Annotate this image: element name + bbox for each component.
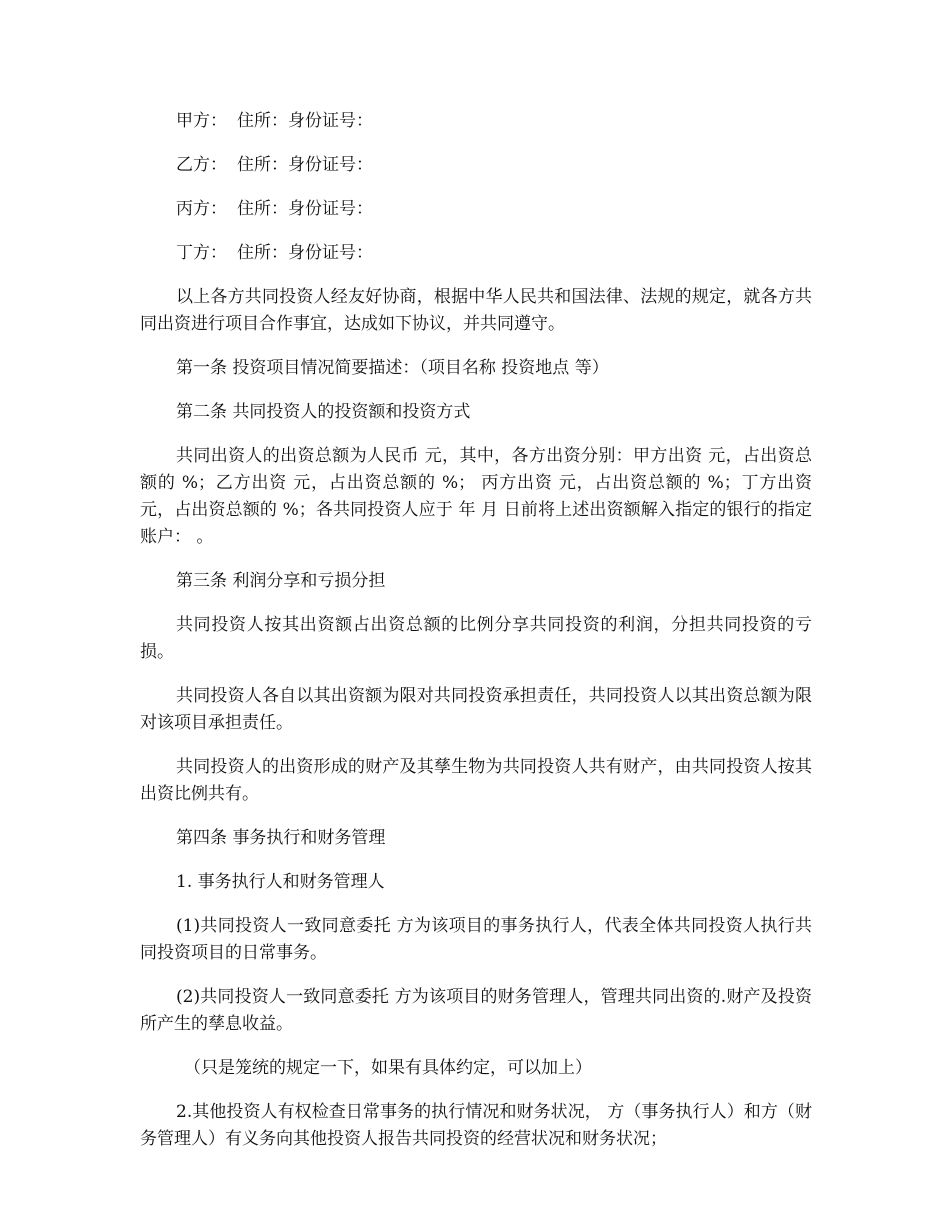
party-d-fields: 住所：身份证号： — [237, 243, 373, 263]
article-4-note: （只是笼统的规定一下，如果有具体约定，可以加上） — [184, 1058, 592, 1078]
article-4-section-1-item-1: (1)共同投资人一致同意委托 方为该项目的事务执行人，代表全体共同投资人执行共同投资项目的日常事务。 — [140, 916, 812, 963]
article-3-paragraph-2: 共同投资人各自以其出资额为限对共同投资承担责任，共同投资人以其出资总额为限对该项目承担责任。 — [140, 686, 812, 733]
article-1-heading: 第一条 投资项目情况简要描述：（项目名称 投资地点 等） — [176, 358, 609, 378]
article-4-section-1-item-2: (2)共同投资人一致同意委托 方为该项目的财务管理人，管理共同出资的.财产及投资所产生的孳息收益。 — [140, 987, 812, 1034]
party-row-b — [140, 152, 812, 179]
document-page — [140, 108, 812, 1170]
party-b-label: 乙方： — [176, 155, 227, 175]
party-c-fields: 住所：身份证号： — [237, 199, 373, 219]
article-3-paragraph-1: 共同投资人按其出资额占出资总额的比例分享共同投资的利润，分担共同投资的亏损。 — [140, 615, 812, 662]
party-row-a — [140, 108, 812, 135]
article-3-paragraph-3: 共同投资人的出资形成的财产及其孳生物为共同投资人共有财产，由共同投资人按其出资比例共有。 — [140, 757, 812, 804]
article-4-section-1-heading: 1. 事务执行人和财务管理人 — [176, 872, 385, 892]
party-a-label: 甲方： — [176, 111, 227, 131]
article-3-heading: 第三条 利润分享和亏损分担 — [176, 571, 386, 591]
article-2-body: 共同出资人的出资总额为人民币 元，其中，各方出资分别：甲方出资 元，占出资总额的 %；乙方出资 元，占出资总额的 %； 丙方出资 元，占出资总额的 %；丁方出资 元，占出资总额的 %；各共同投资人应于 年 月 日前将上述出资额解入指定的银行的指定账户： 。 — [140, 446, 812, 547]
party-c-label: 丙方： — [176, 199, 227, 219]
party-a-fields: 住所：身份证号： — [237, 111, 373, 131]
party-b-fields: 住所：身份证号： — [237, 155, 373, 175]
party-row-d — [140, 240, 812, 267]
article-2-heading: 第二条 共同投资人的投资额和投资方式 — [176, 402, 471, 422]
preamble-paragraph: 以上各方共同投资人经友好协商，根据中华人民共和国法律、法规的规定，就各方共同出资进行项目合作事宜，达成如下协议，并共同遵守。 — [140, 287, 812, 334]
article-4-heading: 第四条 事务执行和财务管理 — [176, 828, 386, 848]
party-d-label: 丁方： — [176, 243, 227, 263]
party-row-c — [140, 196, 812, 223]
article-4-section-2: 2.其他投资人有权检查日常事务的执行情况和财务状况， 方（事务执行人）和方（财务管理人）有义务向其他投资人报告共同投资的经营状况和财务状况； — [140, 1102, 812, 1149]
